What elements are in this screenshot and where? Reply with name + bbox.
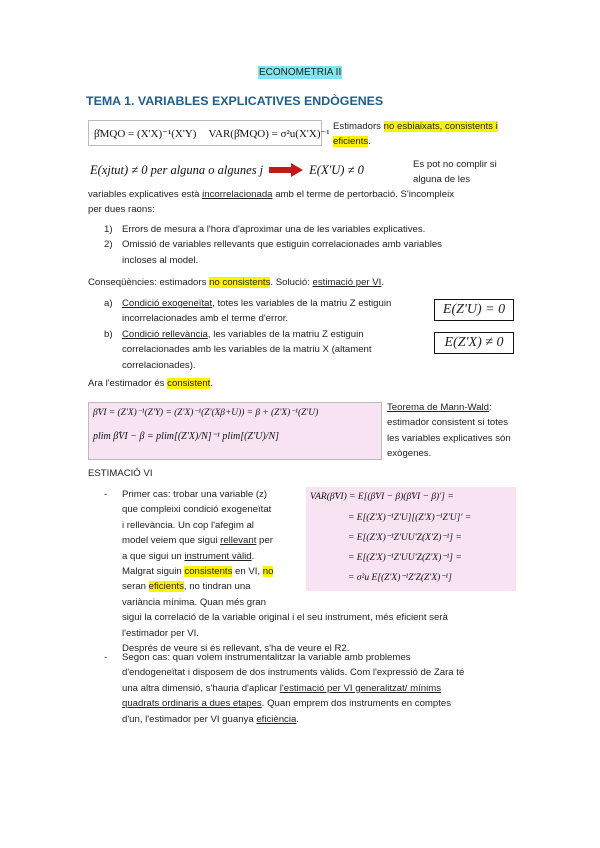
formula-vi-variance: VAR(β̂VI) = E[(β̂VI − β)(β̂VI − β)'] = = E[(Z'X)⁻¹Z'U][(Z'X)⁻¹Z'U]' = = E[(Z'X)⁻¹Z'UU'Z(X'Z)⁻¹] = = E[(Z'X)⁻¹Z'UU'Z(Z'X)⁻¹] = = σ²u E[(Z'X)⁻¹Z'Z(Z'X)⁻¹]	[306, 487, 516, 591]
list-item: a) Condició exogeneïtat, totes les variables de la matriu Z estiguin	[104, 298, 392, 309]
reasons-list: 1) Errors de mesura a l'hora d'aproximar una de les variables explicatives. 2) Omissió de variables rellevants que estiguin correlacionades amb variables incloses al model.	[104, 222, 534, 268]
formula-endogeneity: E(xjtut) ≠ 0 per alguna o algunes j E(X'U) ≠ 0	[90, 162, 364, 177]
formula-vi-estimator: β̂VI = (Z'X)⁻¹(Z'Y) = (Z'X)⁻¹(Z'(Xβ+U)) = β + (Z'X)⁻¹(Z'U) plim β̂VI − β = plim[(Z'X)/N]⁻¹ plim[(Z'U)/N]	[88, 402, 382, 460]
list-item: 1) Errors de mesura a l'hora d'aproximar una de les variables explicatives.	[104, 224, 426, 235]
dash-1: -	[104, 489, 108, 500]
mann-wald-theorem: Teorema de Mann-Wald: estimador consistent si totes les variables explicatives són exògenes.	[387, 402, 511, 460]
formula-mqo: β̂MQO = (X'X)⁻¹(X'Y) VAR(β̂MQO) = σ²u(X'X)⁻¹	[88, 120, 322, 146]
doc-title: ECONOMETRIA II	[259, 67, 342, 78]
relevance-box: E(Z'X) ≠ 0	[434, 332, 514, 354]
section-heading: TEMA 1. VARIABLES EXPLICATIVES ENDÒGENES	[86, 94, 384, 108]
intro-1: Estimadors no esbiaixats, consistents i eficients.	[333, 121, 498, 148]
first-case: Primer cas: trobar una variable (z) que compleixi condició exogeneïtat i rellevància. Un cop l'afegim al model veiem que sigui rellevant per a que sigui un instrument vàlid. Malgrat siguin consistents en VI, no seran eficients, no tindran una variància mínima. Quan més gran sigui la correlació de la variable original i el seu instrument, més eficient serà l'estimador per VI. Després de veure si és rellevant, s'ha de veure el R2.	[122, 489, 448, 655]
intro-2-right: Es pot no complir si alguna de les	[413, 159, 497, 186]
list-item: b) Condició rellevància, les variables de la matriu Z estiguin	[104, 328, 364, 340]
conditions-list: a) Condició exogeneïtat, totes les variables de la matriu Z estiguin incorrelacionades amb el terme d'error. b) Condició rellevància, les variables de la matriu Z estiguin correlacionades amb les variables de la matriu X (altament correlacionades).	[104, 296, 424, 373]
second-case: Segon cas: quan volem instrumentalitzar la variable amb problemes d'endogeneïtat i disposem de dos instruments vàlids. Com l'expressió de Zara té una altra dimensió, s'hauria d'aplicar l'estimació per VI generalitzat/ mínims quadrats ordinaris a dues etapes. Quan emprem dos instruments en comptes d'un, l'estimador per VI guanya eficiència.	[122, 652, 465, 725]
intro-2: variables explicatives està incorrelacionada amb el terme de pertorbació. S'incompleix per dues raons:	[88, 189, 455, 216]
dash-2: -	[104, 652, 108, 663]
vi-section-title: ESTIMACIÓ VI	[88, 468, 153, 479]
now-consistent: Ara l'estimador és consistent.	[88, 378, 214, 389]
list-item: 2) Omissió de variables rellevants que estiguin correlacionades amb variables	[104, 239, 442, 251]
exogeneity-box: E(Z'U) = 0	[434, 299, 514, 321]
consequences: Conseqüències: estimadors no consistents. Solució: estimació per VI.	[88, 277, 385, 288]
arrow-right-icon	[269, 163, 303, 177]
